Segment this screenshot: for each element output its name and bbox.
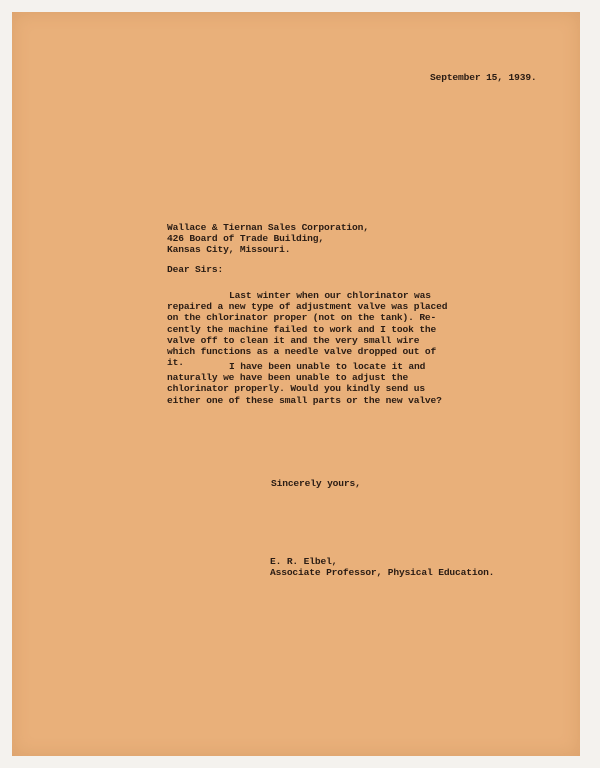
paragraph-line: on the chlorinator proper (not on the tank). Re- [167, 312, 437, 324]
paragraph-line: naturally we have been unable to adjust the [167, 372, 409, 384]
letter-date: September 15, 1939. [430, 72, 537, 83]
paragraph-line: which functions as a needle valve dropped out of [167, 346, 437, 358]
paragraph-line: either one of these small parts or the new valve? [167, 394, 442, 406]
address-line: Wallace & Tiernan Sales Corporation, [167, 222, 369, 233]
address-line: 426 Board of Trade Building, [167, 233, 325, 245]
paragraph-line: valve off to clean it and the very small wire [167, 334, 420, 346]
body-paragraph-1 [167, 290, 447, 368]
closing: Sincerely yours, [271, 478, 361, 489]
signature-block [270, 556, 494, 578]
signer-title: Associate Professor, Physical Education. [270, 567, 495, 579]
address-line: Kansas City, Missouri. [167, 244, 291, 256]
paragraph-line: cently the machine failed to work and I took the [167, 323, 437, 335]
recipient-address [167, 222, 369, 256]
paragraph-line: I have been unable to locate it and [229, 361, 426, 372]
salutation: Dear Sirs: [167, 264, 224, 275]
paragraph-line: it. [167, 357, 184, 369]
signer-name: E. R. Elbel, [270, 556, 338, 567]
letter-page [12, 12, 580, 756]
paragraph-line: Last winter when our chlorinator was [229, 290, 431, 301]
body-paragraph-2 [167, 361, 442, 406]
paragraph-line: chlorinator properly. Would you kindly send us [167, 383, 425, 395]
paragraph-line: repaired a new type of adjustment valve was placed [167, 301, 448, 313]
